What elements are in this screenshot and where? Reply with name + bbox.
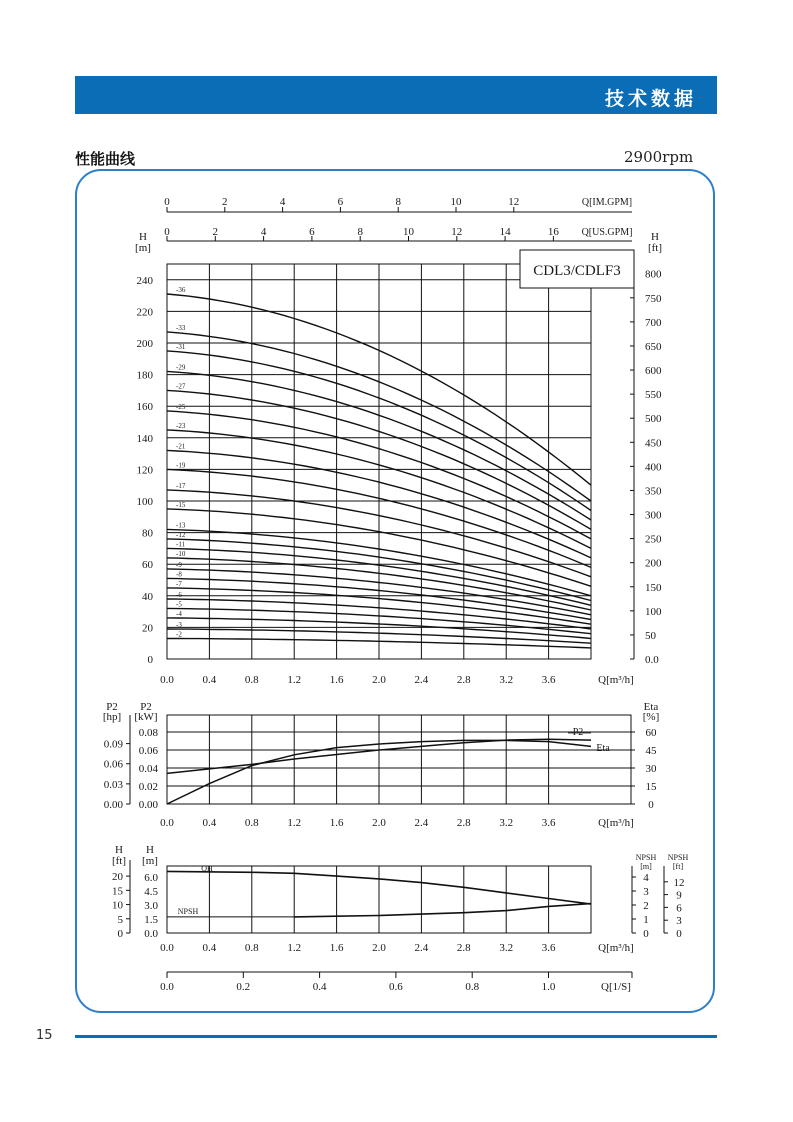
npsh-x-tick-label: 2.8 [456, 942, 471, 954]
main-y-tick-label: 200 [136, 338, 153, 350]
main-right-axis-label: H [651, 231, 659, 243]
main-x-tick-label: 3.6 [541, 674, 556, 686]
npsh-x-tick-label: 1.6 [329, 942, 344, 954]
main-y-tick-label: 140 [136, 432, 153, 445]
npsh-x-axis-label: Q[m³/h] [598, 942, 634, 954]
npsh-ft-right-tick-label: 3 [676, 915, 682, 928]
p2-kw-tick-label: 0.02 [138, 781, 158, 793]
top-us-axis-label: Q[US.GPM] [581, 227, 633, 238]
p2-x-tick-label: 1.6 [329, 817, 344, 829]
p2-kw-axis-unit: [kW] [134, 711, 158, 723]
main-right-tick-label: 500 [645, 413, 662, 426]
stage-label: -25 [176, 402, 186, 411]
main-y-tick-label: 220 [136, 306, 153, 319]
top-imp-tick-label: 8 [395, 196, 401, 208]
p2-x-tick-label: 2.8 [456, 817, 471, 829]
p2-hp-axis-label: P2 [106, 701, 118, 713]
qh-curve-label: QH [201, 864, 213, 873]
main-y-tick-label: 0 [147, 654, 153, 666]
stage-label: -2 [176, 630, 182, 639]
top-imp-tick-label: 0 [164, 196, 170, 208]
stage-label: -7 [176, 579, 182, 588]
p2-hp-tick-label: 0.00 [103, 799, 123, 811]
p2-hp-axis-unit: [hp] [102, 711, 122, 723]
stage-label: -10 [176, 549, 186, 558]
main-x-axis-label: Q[m³/h] [598, 674, 634, 686]
p2-hp-tick-label: 0.09 [103, 738, 123, 751]
p2-eta-tick-label: 45 [645, 745, 657, 757]
main-right-tick-label: 650 [645, 340, 662, 353]
npsh-m-tick-label: 1.5 [144, 914, 158, 926]
main-right-tick-label: 50 [645, 629, 656, 642]
npsh-x-tick-label: 0.4 [202, 942, 217, 954]
main-y-tick-label: 60 [142, 559, 153, 572]
q-ls-tick-label: 0.2 [236, 981, 251, 993]
stage-label: -5 [176, 600, 182, 609]
npsh-m-tick-label: 0.0 [144, 928, 158, 940]
npsh-ft-tick-label: 5 [117, 913, 123, 926]
main-right-tick-label: 0.0 [645, 654, 659, 666]
npsh-m-axis-unit: [m] [142, 855, 158, 867]
npsh-m-axis-label: H [146, 844, 154, 856]
main-y-tick-label: 40 [142, 590, 153, 603]
npsh-ft-tick-label: 0 [117, 928, 123, 940]
npsh-m-tick-label: 3.0 [144, 900, 158, 912]
stage-label: -19 [176, 461, 186, 470]
npsh-ft-tick-label: 20 [112, 871, 123, 884]
main-right-tick-label: 600 [645, 365, 662, 378]
npsh-m-right-tick-label: 3 [643, 886, 649, 898]
main-x-tick-label: 1.2 [287, 674, 302, 686]
npsh-ft-axis-label: H [115, 844, 123, 856]
main-y-tick-label: 180 [136, 369, 153, 382]
eta-curve-label: Eta [596, 743, 610, 754]
top-us-tick-label: 12 [451, 226, 463, 238]
npsh-m-tick-label: 6.0 [144, 872, 158, 884]
p2-eta-axis-label: Eta [643, 701, 659, 713]
p2-kw-tick-label: 0.04 [138, 763, 158, 775]
p2-x-tick-label: 0.4 [202, 817, 217, 829]
npsh-ft-right-tick-label: 9 [676, 889, 682, 902]
stage-label: -3 [176, 620, 182, 629]
npsh-ft-right-tick-label: 12 [673, 876, 685, 889]
main-y-tick-label: 80 [142, 527, 153, 540]
stage-label: -21 [176, 442, 186, 451]
top-imp-tick-label: 6 [337, 196, 344, 208]
npsh-ft-tick-label: 15 [112, 885, 123, 898]
stage-label: -6 [176, 590, 182, 599]
p2-kw-tick-label: 0.06 [138, 745, 158, 757]
main-y-tick-label: 100 [136, 496, 153, 508]
npsh-curve-label: NPSH [177, 907, 199, 916]
p2-x-tick-label: 2.0 [372, 817, 386, 829]
stage-label: -12 [176, 530, 186, 539]
stage-label: -13 [176, 521, 186, 530]
p2-x-axis-label: Q[m³/h] [598, 817, 634, 829]
p2-hp-tick-label: 0.06 [103, 758, 123, 771]
main-right-tick-label: 400 [645, 461, 662, 474]
top-imp-tick-label: 4 [279, 196, 286, 208]
main-right-tick-label: 200 [645, 557, 662, 570]
top-us-tick-label: 2 [212, 226, 219, 238]
npsh-x-tick-label: 2.4 [414, 942, 429, 954]
top-imp-tick-label: 2 [222, 196, 228, 208]
main-x-tick-label: 2.8 [456, 674, 471, 686]
section-title: 性能曲线 [75, 150, 136, 168]
stage-label: -17 [176, 481, 186, 490]
top-us-tick-label: 0 [164, 226, 170, 238]
stage-label: -15 [176, 500, 186, 509]
npsh-ft-right-tick-label: 6 [676, 902, 682, 915]
stage-label: -23 [176, 421, 186, 430]
main-x-tick-label: 2.0 [372, 674, 386, 686]
p2-eta-axis-unit: [%] [642, 711, 660, 723]
p2-plot-border [167, 715, 631, 804]
main-right-axis-unit: [ft] [647, 242, 663, 254]
main-x-tick-label: 0.4 [202, 674, 217, 686]
q-ls-tick-label: 0.0 [160, 981, 174, 993]
stage-label: -4 [176, 609, 182, 618]
npsh-curve [294, 904, 591, 917]
stage-label: -36 [176, 286, 186, 295]
top-us-tick-label: 14 [499, 226, 511, 238]
p2-x-tick-label: 0.0 [160, 817, 174, 829]
npsh-x-tick-label: 0.0 [160, 942, 174, 954]
stage-label: -8 [176, 570, 182, 579]
main-right-tick-label: 150 [645, 581, 662, 594]
page-number: 15 [36, 1028, 53, 1043]
main-x-tick-label: 0.8 [244, 674, 259, 686]
main-right-tick-label: 800 [645, 268, 662, 281]
top-imp-axis-label: Q[IM.GPM] [581, 197, 633, 208]
main-y-tick-label: 120 [136, 464, 153, 477]
main-x-tick-label: 2.4 [414, 674, 429, 686]
q-ls-tick-label: 0.6 [389, 981, 403, 993]
main-y-axis-unit: [m] [135, 242, 151, 254]
main-x-tick-label: 1.6 [329, 674, 344, 686]
main-right-tick-label: 350 [645, 485, 662, 498]
q-ls-tick-label: 1.0 [541, 981, 556, 993]
p2-x-tick-label: 1.2 [287, 817, 302, 829]
stage-label: -33 [176, 323, 186, 332]
main-x-tick-label: 0.0 [160, 674, 174, 686]
q-ls-axis-label: Q[1/S] [601, 981, 631, 993]
npsh-m-tick-label: 4.5 [144, 886, 158, 898]
p2-kw-tick-label: 0.00 [138, 799, 158, 811]
q-ls-tick-label: 0.4 [312, 981, 327, 993]
npsh-x-tick-label: 3.2 [499, 942, 514, 954]
stage-label: -29 [176, 363, 186, 372]
main-right-tick-label: 100 [645, 605, 662, 618]
p2-kw-axis-label: P2 [140, 701, 152, 713]
main-x-tick-label: 3.2 [499, 674, 514, 686]
p2-x-tick-label: 2.4 [414, 817, 429, 829]
stage-label: -27 [176, 382, 186, 391]
top-us-tick-label: 4 [260, 226, 267, 238]
npsh-ft-axis-unit: [ft] [111, 855, 127, 867]
npsh-ft-right-tick-label: 0 [676, 928, 682, 940]
stage-label: -31 [176, 342, 186, 351]
header-title: 技术数据 [604, 88, 697, 110]
p2-kw-tick-label: 0.08 [138, 727, 158, 739]
npsh-m-right-tick-label: 2 [643, 900, 649, 912]
npsh-x-tick-label: 1.2 [287, 942, 302, 954]
npsh-m-right-tick-label: 1 [643, 914, 649, 926]
p2-hp-tick-label: 0.03 [103, 778, 123, 791]
p2-eta-tick-label: 60 [645, 727, 657, 739]
p2-curve-label: P2 [572, 727, 584, 738]
main-right-tick-label: 750 [645, 292, 662, 305]
npsh-m-right-unit: [m] [640, 862, 652, 871]
npsh-m-right-label: NPSH [635, 853, 657, 862]
main-y-tick-label: 160 [136, 401, 153, 414]
footer-line [75, 1035, 717, 1038]
p2-eta-tick-label: 0 [648, 799, 654, 811]
npsh-ft-right-label: NPSH [667, 853, 689, 862]
p2-x-tick-label: 0.8 [244, 817, 259, 829]
main-y-tick-label: 20 [142, 622, 153, 635]
main-y-tick-label: 240 [136, 274, 153, 287]
npsh-m-right-tick-label: 0 [643, 928, 649, 940]
rpm-label: 2900rpm [624, 148, 694, 166]
npsh-m-right-tick-label: 4 [643, 872, 649, 884]
npsh-x-tick-label: 2.0 [372, 942, 386, 954]
main-right-tick-label: 700 [645, 316, 662, 329]
top-imp-tick-label: 12 [508, 196, 520, 208]
top-us-tick-label: 10 [403, 226, 414, 238]
npsh-ft-tick-label: 10 [112, 899, 123, 912]
q-ls-tick-label: 0.8 [465, 981, 480, 993]
main-right-tick-label: 250 [645, 533, 662, 546]
top-us-tick-label: 8 [357, 226, 363, 238]
main-right-tick-label: 550 [645, 389, 662, 402]
main-right-tick-label: 450 [645, 437, 662, 450]
p2-eta-tick-label: 15 [645, 781, 657, 793]
top-imp-tick-label: 10 [450, 196, 462, 208]
stage-label: -9 [176, 560, 182, 569]
npsh-x-tick-label: 0.8 [244, 942, 259, 954]
npsh-x-tick-label: 3.6 [541, 942, 556, 954]
main-right-tick-label: 300 [645, 509, 662, 522]
model-name-label: CDL3/CDLF3 [533, 263, 621, 279]
p2-x-tick-label: 3.2 [499, 817, 514, 829]
top-us-tick-label: 16 [547, 226, 559, 238]
top-us-tick-label: 6 [309, 226, 315, 238]
npsh-ft-right-unit: [ft] [672, 862, 684, 871]
main-y-axis-label: H [139, 231, 147, 243]
p2-eta-tick-label: 30 [645, 763, 657, 775]
stage-label: -11 [176, 540, 186, 549]
p2-x-tick-label: 3.6 [541, 817, 556, 829]
